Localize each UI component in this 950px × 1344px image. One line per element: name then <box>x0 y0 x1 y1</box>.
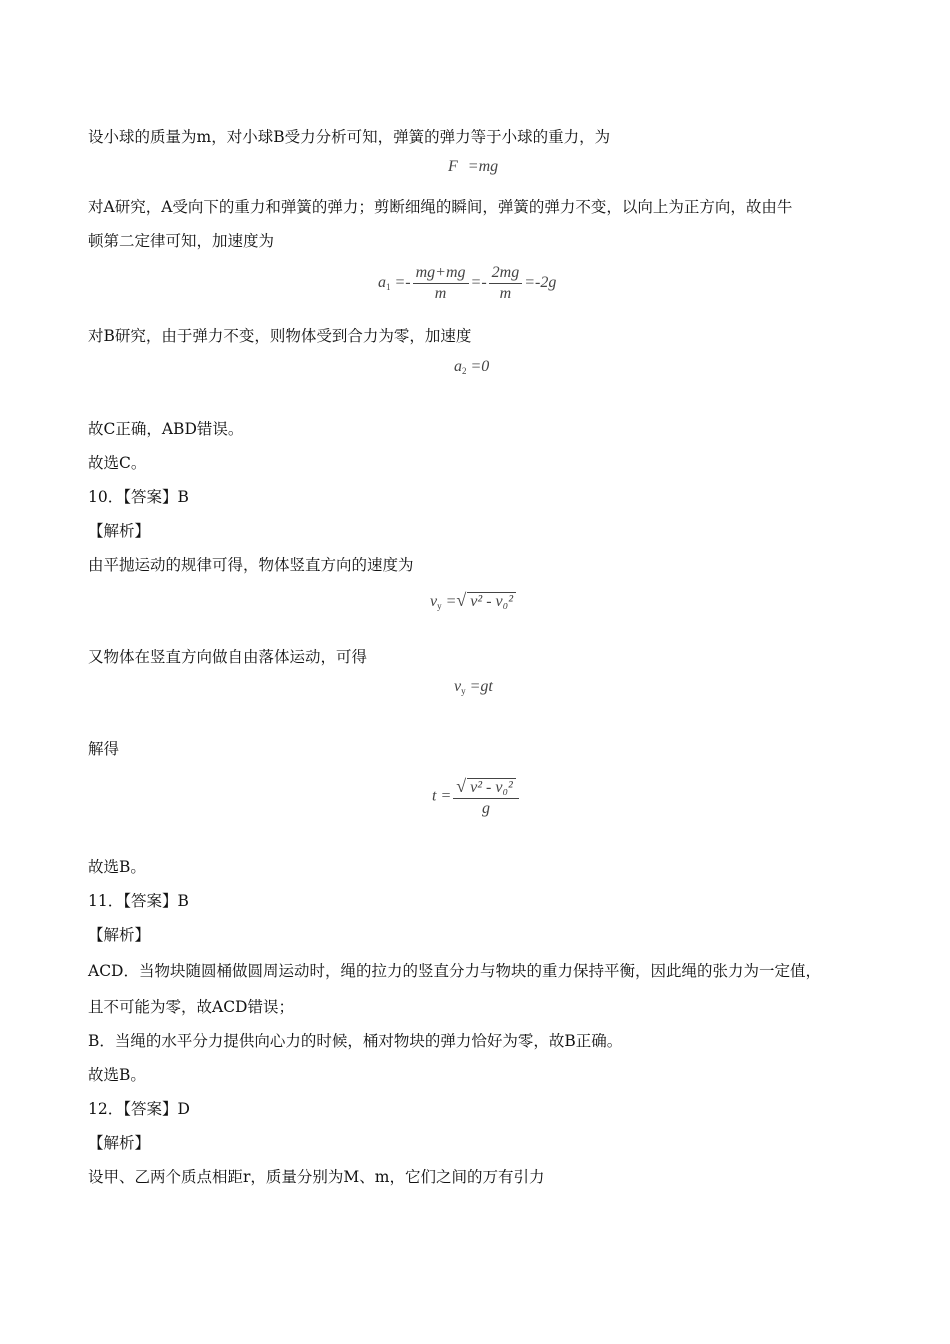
equation-vertical-velocity <box>430 590 516 611</box>
equation-acceleration-a2 <box>454 358 489 376</box>
fraction-denominator: m <box>499 285 512 302</box>
fraction-denominator: g <box>482 800 491 817</box>
eq-t-radicand: v² - v₀² <box>467 778 516 797</box>
paragraph-gravitation: 设甲、乙两个质点相距r，质量分别为M、m，它们之间的万有引力 <box>88 1168 545 1186</box>
fraction-numerator <box>453 776 519 799</box>
paragraph-a-analysis: 对A研究，A受向下的重力和弹簧的弹力；剪断细绳的瞬间，弹簧的弹力不变，以向上为正方向，故由牛 <box>88 198 793 216</box>
eq-t-equals: = <box>440 787 452 805</box>
eq-a1-symbol: a <box>378 274 386 292</box>
equation-spring-force <box>448 158 498 176</box>
paragraph-acd-wrong: 且不可能为零，故ACD错误； <box>88 998 294 1016</box>
paragraph-projectile: 由平抛运动的规律可得，物体竖直方向的速度为 <box>88 556 414 574</box>
paragraph-b-correct: B．当绳的水平分力提供向心力的时候，桶对物块的弹力恰好为零，故B正确。 <box>88 1032 623 1050</box>
question-12-answer: 12．【答案】D <box>88 1100 190 1118</box>
eq-t-fraction <box>453 776 519 818</box>
eq-a1-result: =-2g <box>524 274 557 292</box>
paragraph-mass-analysis: 设小球的质量为m，对小球B受力分析可知，弹簧的弹力等于小球的重力，为 <box>88 128 611 146</box>
fraction-denominator: m <box>434 285 447 302</box>
eq-a1-equals-2: =- <box>470 274 487 292</box>
eq-a1-fraction-1 <box>413 264 469 303</box>
paragraph-acd-analysis: ACD．当物块随圆桶做圆周运动时，绳的拉力的竖直分力与物块的重力保持平衡，因此绳的张力为一定值， <box>88 962 821 980</box>
paragraph-free-fall: 又物体在竖直方向做自由落体运动，可得 <box>88 648 368 666</box>
eq-rhs: =mg <box>467 158 499 175</box>
eq-vy2-result: =gt <box>469 678 493 695</box>
paragraph-choose-b-1: 故选B。 <box>88 858 146 876</box>
eq-vy-symbol: v <box>430 593 438 610</box>
fraction-numerator: 2mg <box>489 264 523 284</box>
eq-vy-subscript: y <box>437 601 442 611</box>
question-11-analysis-heading: 【解析】 <box>88 926 151 944</box>
question-11-answer: 11．【答案】B <box>88 892 189 910</box>
eq-a1-subscript: 1 <box>386 282 391 293</box>
paragraph-choose-b-2: 故选B。 <box>88 1066 146 1084</box>
equation-vy-gt <box>454 678 493 696</box>
question-10-answer: 10．【答案】B <box>88 488 189 506</box>
equation-time <box>432 776 521 818</box>
paragraph-solve: 解得 <box>88 740 120 758</box>
paragraph-choose-c: 故选C。 <box>88 454 147 472</box>
eq-a1-fraction-2 <box>489 264 523 303</box>
sqrt-icon: √ <box>456 776 467 796</box>
eq-vy-equals: = <box>445 593 457 610</box>
eq-a2-result: =0 <box>470 358 490 375</box>
question-12-analysis-heading: 【解析】 <box>88 1134 151 1152</box>
eq-lhs: F <box>448 158 458 175</box>
eq-vy2-subscript: y <box>461 686 466 696</box>
eq-vy-radicand: v² - v₀² <box>467 592 516 611</box>
eq-t-symbol: t <box>432 787 437 805</box>
eq-vy2-symbol: v <box>454 678 462 695</box>
paragraph-b-analysis: 对B研究，由于弹力不变，则物体受到合力为零，加速度 <box>88 327 472 345</box>
paragraph-newton-law: 顿第二定律可知，加速度为 <box>88 232 275 250</box>
paragraph-conclusion-c: 故C正确，ABD错误。 <box>88 420 244 438</box>
equation-acceleration-a1 <box>378 264 556 303</box>
question-10-analysis-heading: 【解析】 <box>88 522 151 540</box>
fraction-numerator: mg+mg <box>413 264 469 284</box>
eq-a1-equals: =- <box>394 274 411 292</box>
eq-a2-symbol: a <box>454 358 462 375</box>
sqrt-icon: √ <box>456 590 467 610</box>
eq-a2-subscript: 2 <box>462 366 467 376</box>
